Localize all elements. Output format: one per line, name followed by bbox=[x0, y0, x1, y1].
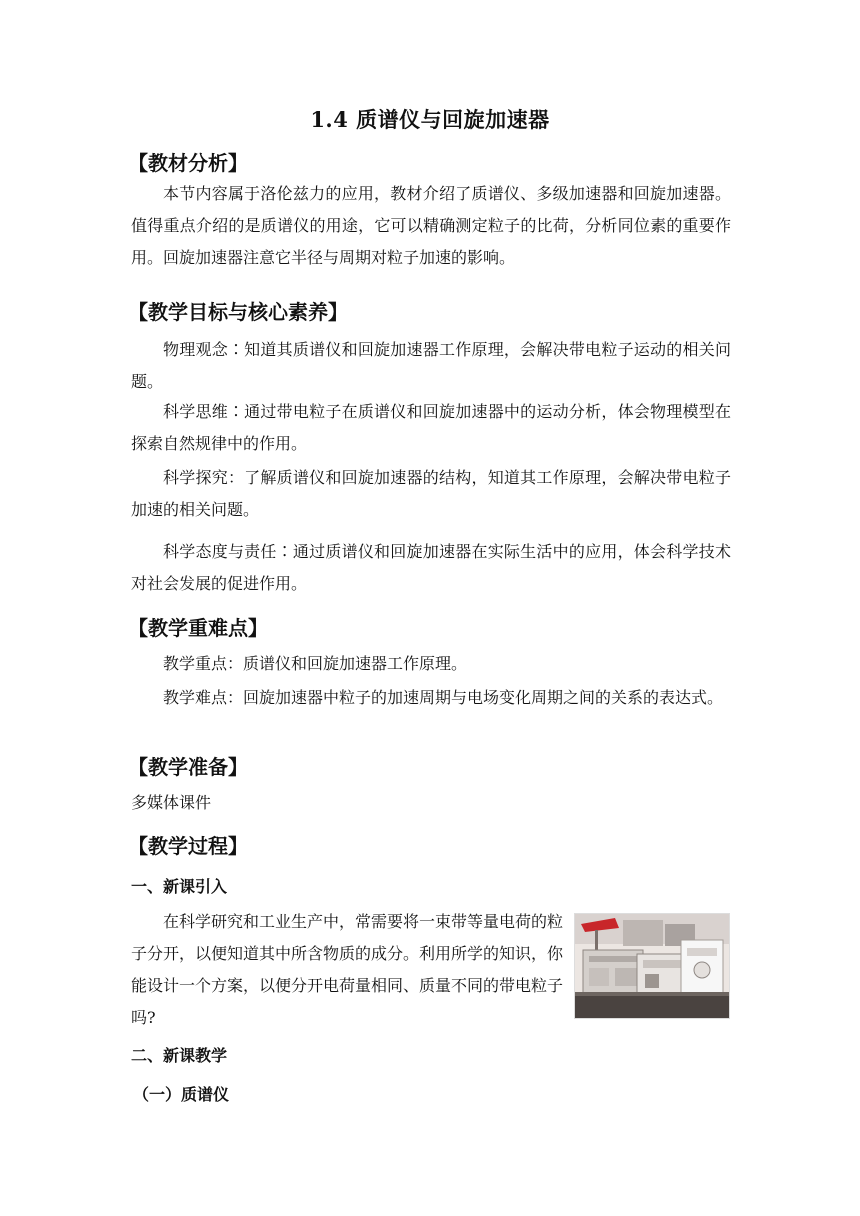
heading-goals: 【教学目标与核心素养】 bbox=[128, 300, 348, 324]
heading-preparation: 【教学准备】 bbox=[128, 755, 248, 779]
analysis-paragraph: 本节内容属于洛伦兹力的应用，教材介绍了质谱仪、多级加速器和回旋加速器。值得重点介绍的是质谱仪的用途，它可以精确测定粒子的比荷，分析同位素的重要作用。回旋加速器注意它半径与周期对粒子加速的影响。 bbox=[131, 184, 731, 267]
page-title: 1.4 质谱仪与回旋加速器 bbox=[310, 107, 550, 132]
goal-item: 科学探究：了解质谱仪和回旋加速器的结构，知道其工作原理，会解决带电粒子加速的相关问题。 bbox=[131, 468, 731, 519]
subheading-new-teaching: 二、新课教学 bbox=[131, 1046, 228, 1065]
subheading-intro: 一、新课引入 bbox=[131, 877, 228, 896]
intro-paragraph: 在科学研究和工业生产中，常需要将一束带等量电荷的粒子分开，以便知道其中所含物质的成分。利用所学的知识，你能设计一个方案，以便分开电荷量相同、质量不同的带电粒子吗? bbox=[131, 912, 564, 1027]
mass-spectrometer-photo bbox=[574, 913, 730, 1019]
goal-item: 科学思维∶通过带电粒子在质谱仪和回旋加速器中的运动分析，体会物理模型在探索自然规律中的作用。 bbox=[131, 402, 731, 453]
preparation-text: 多媒体课件 bbox=[131, 793, 212, 812]
key-point-item: 教学重点：质谱仪和回旋加速器工作原理。 bbox=[163, 654, 468, 673]
key-point-item: 教学难点：回旋加速器中粒子的加速周期与电场变化周期之间的关系的表达式。 bbox=[163, 688, 724, 707]
heading-analysis: 【教材分析】 bbox=[128, 151, 248, 175]
heading-key-points: 【教学重难点】 bbox=[128, 616, 268, 640]
goal-item: 科学态度与责任∶通过质谱仪和回旋加速器在实际生活中的应用，体会科学技术对社会发展的促进作用。 bbox=[131, 542, 731, 593]
subheading-mass-spectrometer: （一）质谱仪 bbox=[133, 1085, 230, 1104]
heading-process: 【教学过程】 bbox=[128, 834, 248, 858]
goal-item: 物理观念∶知道其质谱仪和回旋加速器工作原理，会解决带电粒子运动的相关问题。 bbox=[131, 340, 731, 391]
